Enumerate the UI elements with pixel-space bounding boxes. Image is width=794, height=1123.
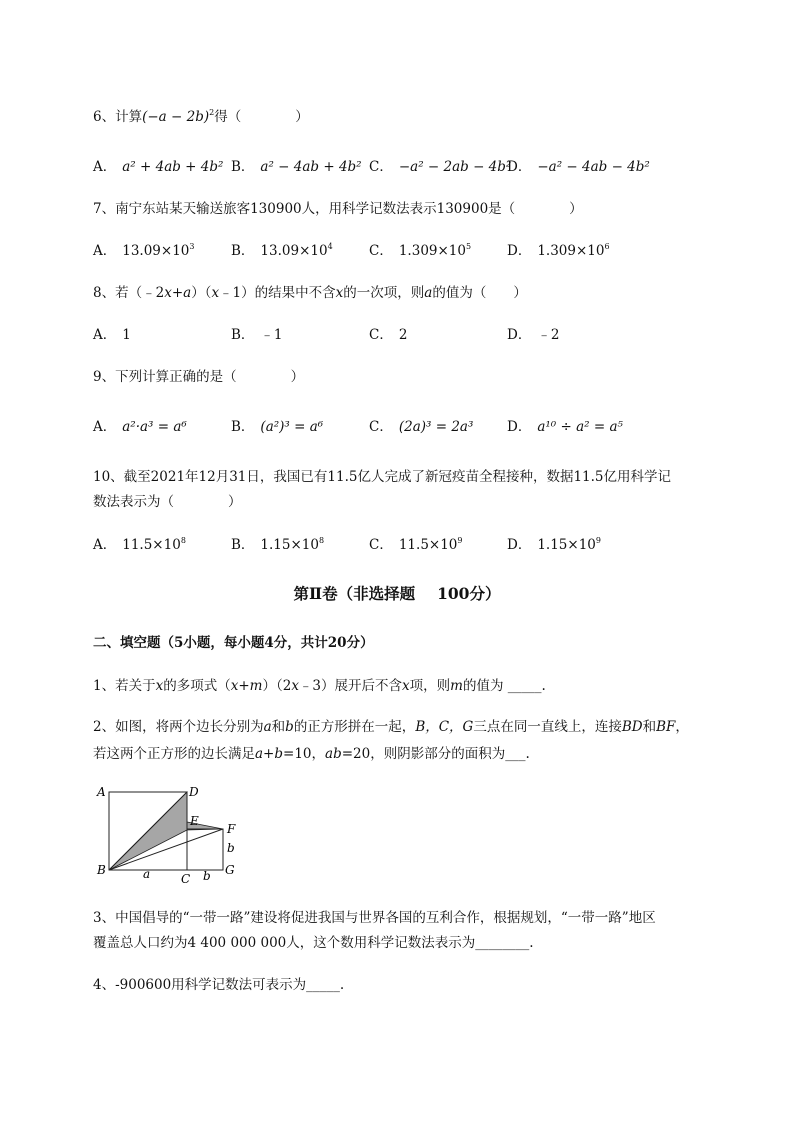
f2-points: B，C，G bbox=[415, 719, 474, 735]
f2-expr: ab bbox=[325, 746, 342, 762]
f1-text: 的值为 _____. bbox=[462, 678, 546, 694]
option-key: A． bbox=[93, 159, 117, 175]
label-b-bottom: b bbox=[203, 869, 211, 883]
f3-stem-line2: 覆盖总人口约为4 400 000 000人，这个数用科学记数法表示为________. bbox=[93, 935, 534, 951]
option-text: a² + 4ab + 4b² bbox=[122, 159, 224, 175]
option-text: (a²)³ = a⁶ bbox=[260, 419, 324, 435]
f2-segment: BD bbox=[621, 719, 643, 735]
label-a-vertex: A bbox=[97, 785, 106, 799]
f1-text: + bbox=[238, 678, 250, 694]
option-key: C． bbox=[369, 537, 393, 553]
label-g-vertex: G bbox=[225, 863, 235, 877]
q8-options bbox=[93, 324, 733, 346]
option-exponent: 9 bbox=[457, 536, 463, 545]
option-key: D． bbox=[507, 537, 532, 553]
f1-var: x bbox=[291, 678, 299, 694]
geometry-figure bbox=[95, 780, 255, 885]
option-key: C． bbox=[369, 419, 393, 435]
option-key: A． bbox=[93, 419, 117, 435]
option-key: D． bbox=[507, 159, 532, 175]
option-text: (2a)³ = 2a³ bbox=[398, 419, 474, 435]
q8-option-b[interactable] bbox=[231, 324, 283, 346]
q6-options bbox=[93, 156, 733, 178]
f2-expr: a+b bbox=[255, 746, 284, 762]
q9-option-d[interactable] bbox=[507, 416, 623, 438]
f2-text: 的正方形拼在一起， bbox=[293, 719, 416, 735]
f1-var: m bbox=[249, 678, 263, 694]
option-exponent: 3 bbox=[189, 242, 195, 251]
f1-var: x bbox=[402, 678, 410, 694]
q8-var-a: a bbox=[424, 285, 433, 301]
q6-expression: (−a − 2b) bbox=[142, 109, 210, 125]
option-mantissa: 13.09×10 bbox=[260, 243, 328, 259]
option-key: B． bbox=[231, 159, 255, 175]
f2-text: 2、如图，将两个边长分别为 bbox=[93, 719, 264, 735]
option-text: −a² − 4ab − 4b² bbox=[537, 159, 650, 175]
option-exponent: 5 bbox=[465, 242, 472, 251]
option-text: a² − 4ab + 4b² bbox=[260, 159, 362, 175]
f1-text: 1、若关于 bbox=[93, 678, 156, 694]
label-b-vertex: B bbox=[97, 863, 106, 877]
q6-option-c[interactable] bbox=[369, 156, 511, 178]
q9-options bbox=[93, 416, 733, 438]
q9-option-a[interactable] bbox=[93, 416, 187, 438]
label-a-side: a bbox=[143, 867, 151, 881]
option-key: A． bbox=[93, 243, 117, 259]
q7-stem: 7、南宁东站某天输送旅客130900人，用科学记数法表示130900是（ ） bbox=[93, 201, 583, 217]
option-text: ﹣2 bbox=[537, 327, 560, 343]
q8-text: 8、若（﹣2 bbox=[93, 285, 165, 301]
f2-text: ， bbox=[675, 719, 689, 735]
q8-stem bbox=[93, 282, 527, 304]
section-2-title bbox=[0, 583, 794, 605]
q6-option-a[interactable] bbox=[93, 156, 223, 178]
option-text: ﹣1 bbox=[260, 327, 283, 343]
option-key: A． bbox=[93, 327, 117, 343]
option-exponent: 8 bbox=[318, 536, 325, 545]
f1-var: x bbox=[155, 678, 164, 694]
label-f-vertex: F bbox=[227, 822, 236, 836]
q6-stem-tail: 得（ ） bbox=[214, 109, 309, 125]
q6-option-b[interactable] bbox=[231, 156, 362, 178]
option-text: 1 bbox=[122, 327, 131, 343]
q10-option-b[interactable] bbox=[231, 534, 324, 556]
f2-text: =20，则阴影部分的面积为___. bbox=[341, 746, 530, 762]
f4-stem: 4、-900600用科学记数法可表示为_____. bbox=[93, 977, 345, 993]
f2-var: b bbox=[285, 719, 294, 735]
f2-text: =10， bbox=[283, 746, 326, 762]
q9-option-b[interactable] bbox=[231, 416, 323, 438]
option-exponent: 4 bbox=[327, 242, 333, 251]
option-text: 2 bbox=[398, 327, 408, 343]
fill-in-heading: 二、填空题（5小题，每小题4分，共计20分） bbox=[93, 635, 374, 651]
q7-option-d[interactable] bbox=[507, 240, 610, 262]
option-mantissa: 1.15×10 bbox=[537, 537, 596, 553]
q8-var-x: x bbox=[211, 285, 220, 301]
f2-stem-line1 bbox=[93, 716, 689, 738]
q10-stem-line1: 10、截至2021年12月31日，我国已有11.5亿人完成了新冠疫苗全程接种，数据11.5亿用科学记 bbox=[93, 469, 672, 485]
f1-var: m bbox=[450, 678, 463, 694]
f2-text: 和 bbox=[271, 719, 286, 735]
f1-text: ﹣3）展开后不含 bbox=[298, 678, 403, 694]
q8-option-a[interactable] bbox=[93, 324, 131, 346]
label-d-vertex: D bbox=[189, 785, 199, 799]
q7-options bbox=[93, 240, 733, 262]
section-title-score: 100分） bbox=[437, 584, 501, 603]
q10-option-c[interactable] bbox=[369, 534, 463, 556]
option-text: −a² − 2ab − 4b² bbox=[398, 159, 512, 175]
option-mantissa: 13.09×10 bbox=[122, 243, 190, 259]
q10-options bbox=[93, 534, 733, 556]
option-exponent: 6 bbox=[604, 242, 610, 251]
q8-text: ）（ bbox=[191, 285, 212, 301]
q8-text: 的值为（ ） bbox=[432, 285, 527, 301]
q9-stem: 9、下列计算正确的是（ ） bbox=[93, 369, 305, 385]
f3-stem-line1: 3、中国倡导的“一带一路”建设将促进我国与世界各国的互利合作，根据规划，“一带一路”地区 bbox=[93, 910, 656, 926]
f1-var: x bbox=[230, 678, 239, 694]
f2-var: a bbox=[263, 719, 272, 735]
f2-text: 若这两个正方形的边长满足 bbox=[93, 746, 255, 762]
q7-option-b[interactable] bbox=[231, 240, 333, 262]
q6-stem-text: 6、计算 bbox=[93, 109, 143, 125]
option-exponent: 9 bbox=[595, 536, 601, 545]
q9-option-c[interactable] bbox=[369, 416, 473, 438]
q8-text: 的一次项，则 bbox=[343, 285, 425, 301]
option-mantissa: 1.309×10 bbox=[398, 243, 466, 259]
f1-text: ）（2 bbox=[262, 678, 292, 694]
q8-option-c[interactable] bbox=[369, 324, 407, 346]
section-title-text: 第Ⅱ卷（非选择题 bbox=[293, 584, 416, 603]
q6-option-d[interactable] bbox=[507, 156, 650, 178]
label-b-side: b bbox=[227, 841, 235, 855]
q7-option-c[interactable] bbox=[369, 240, 471, 262]
q8-option-d[interactable] bbox=[507, 324, 559, 346]
q8-text: ﹣1）的结果中不含 bbox=[219, 285, 336, 301]
f1-text: 的多项式（ bbox=[163, 678, 231, 694]
option-key: C． bbox=[369, 327, 393, 343]
option-key: B． bbox=[231, 419, 255, 435]
f2-stem-line2 bbox=[93, 743, 530, 765]
option-key: D． bbox=[507, 327, 532, 343]
f1-stem bbox=[93, 675, 546, 697]
option-key: C． bbox=[369, 243, 393, 259]
option-key: B． bbox=[231, 327, 255, 343]
q8-var-x: x bbox=[164, 285, 172, 301]
option-mantissa: 1.309×10 bbox=[537, 243, 605, 259]
q10-stem-line2: 数法表示为（ ） bbox=[93, 494, 242, 510]
option-exponent: 8 bbox=[180, 536, 186, 545]
f2-text: 三点在同一直线上，连接 bbox=[473, 719, 622, 735]
option-text: a¹⁰ ÷ a² = a⁵ bbox=[537, 419, 623, 435]
option-key: B． bbox=[231, 537, 255, 553]
q6-exponent: 2 bbox=[209, 108, 215, 117]
q8-var-x: x bbox=[335, 285, 344, 301]
label-c-vertex: C bbox=[181, 872, 191, 885]
option-text: a²·a³ = a⁶ bbox=[122, 419, 187, 435]
q8-text: + bbox=[171, 285, 184, 301]
option-key: C． bbox=[369, 159, 393, 175]
option-mantissa: 11.5×10 bbox=[398, 537, 458, 553]
q6-stem bbox=[93, 106, 309, 128]
q7-option-a[interactable] bbox=[93, 240, 194, 262]
f2-segment: BF bbox=[656, 719, 676, 735]
q10-option-d[interactable] bbox=[507, 534, 601, 556]
option-key: A． bbox=[93, 537, 117, 553]
label-e-vertex: E bbox=[190, 814, 199, 828]
option-key: D． bbox=[507, 419, 532, 435]
option-key: B． bbox=[231, 243, 255, 259]
option-mantissa: 11.5×10 bbox=[122, 537, 181, 553]
f2-text: 和 bbox=[642, 719, 657, 735]
option-key: D． bbox=[507, 243, 532, 259]
f1-text: 项，则 bbox=[409, 678, 451, 694]
q10-option-a[interactable] bbox=[93, 534, 186, 556]
option-mantissa: 1.15×10 bbox=[260, 537, 319, 553]
q8-var-a: a bbox=[183, 285, 192, 301]
